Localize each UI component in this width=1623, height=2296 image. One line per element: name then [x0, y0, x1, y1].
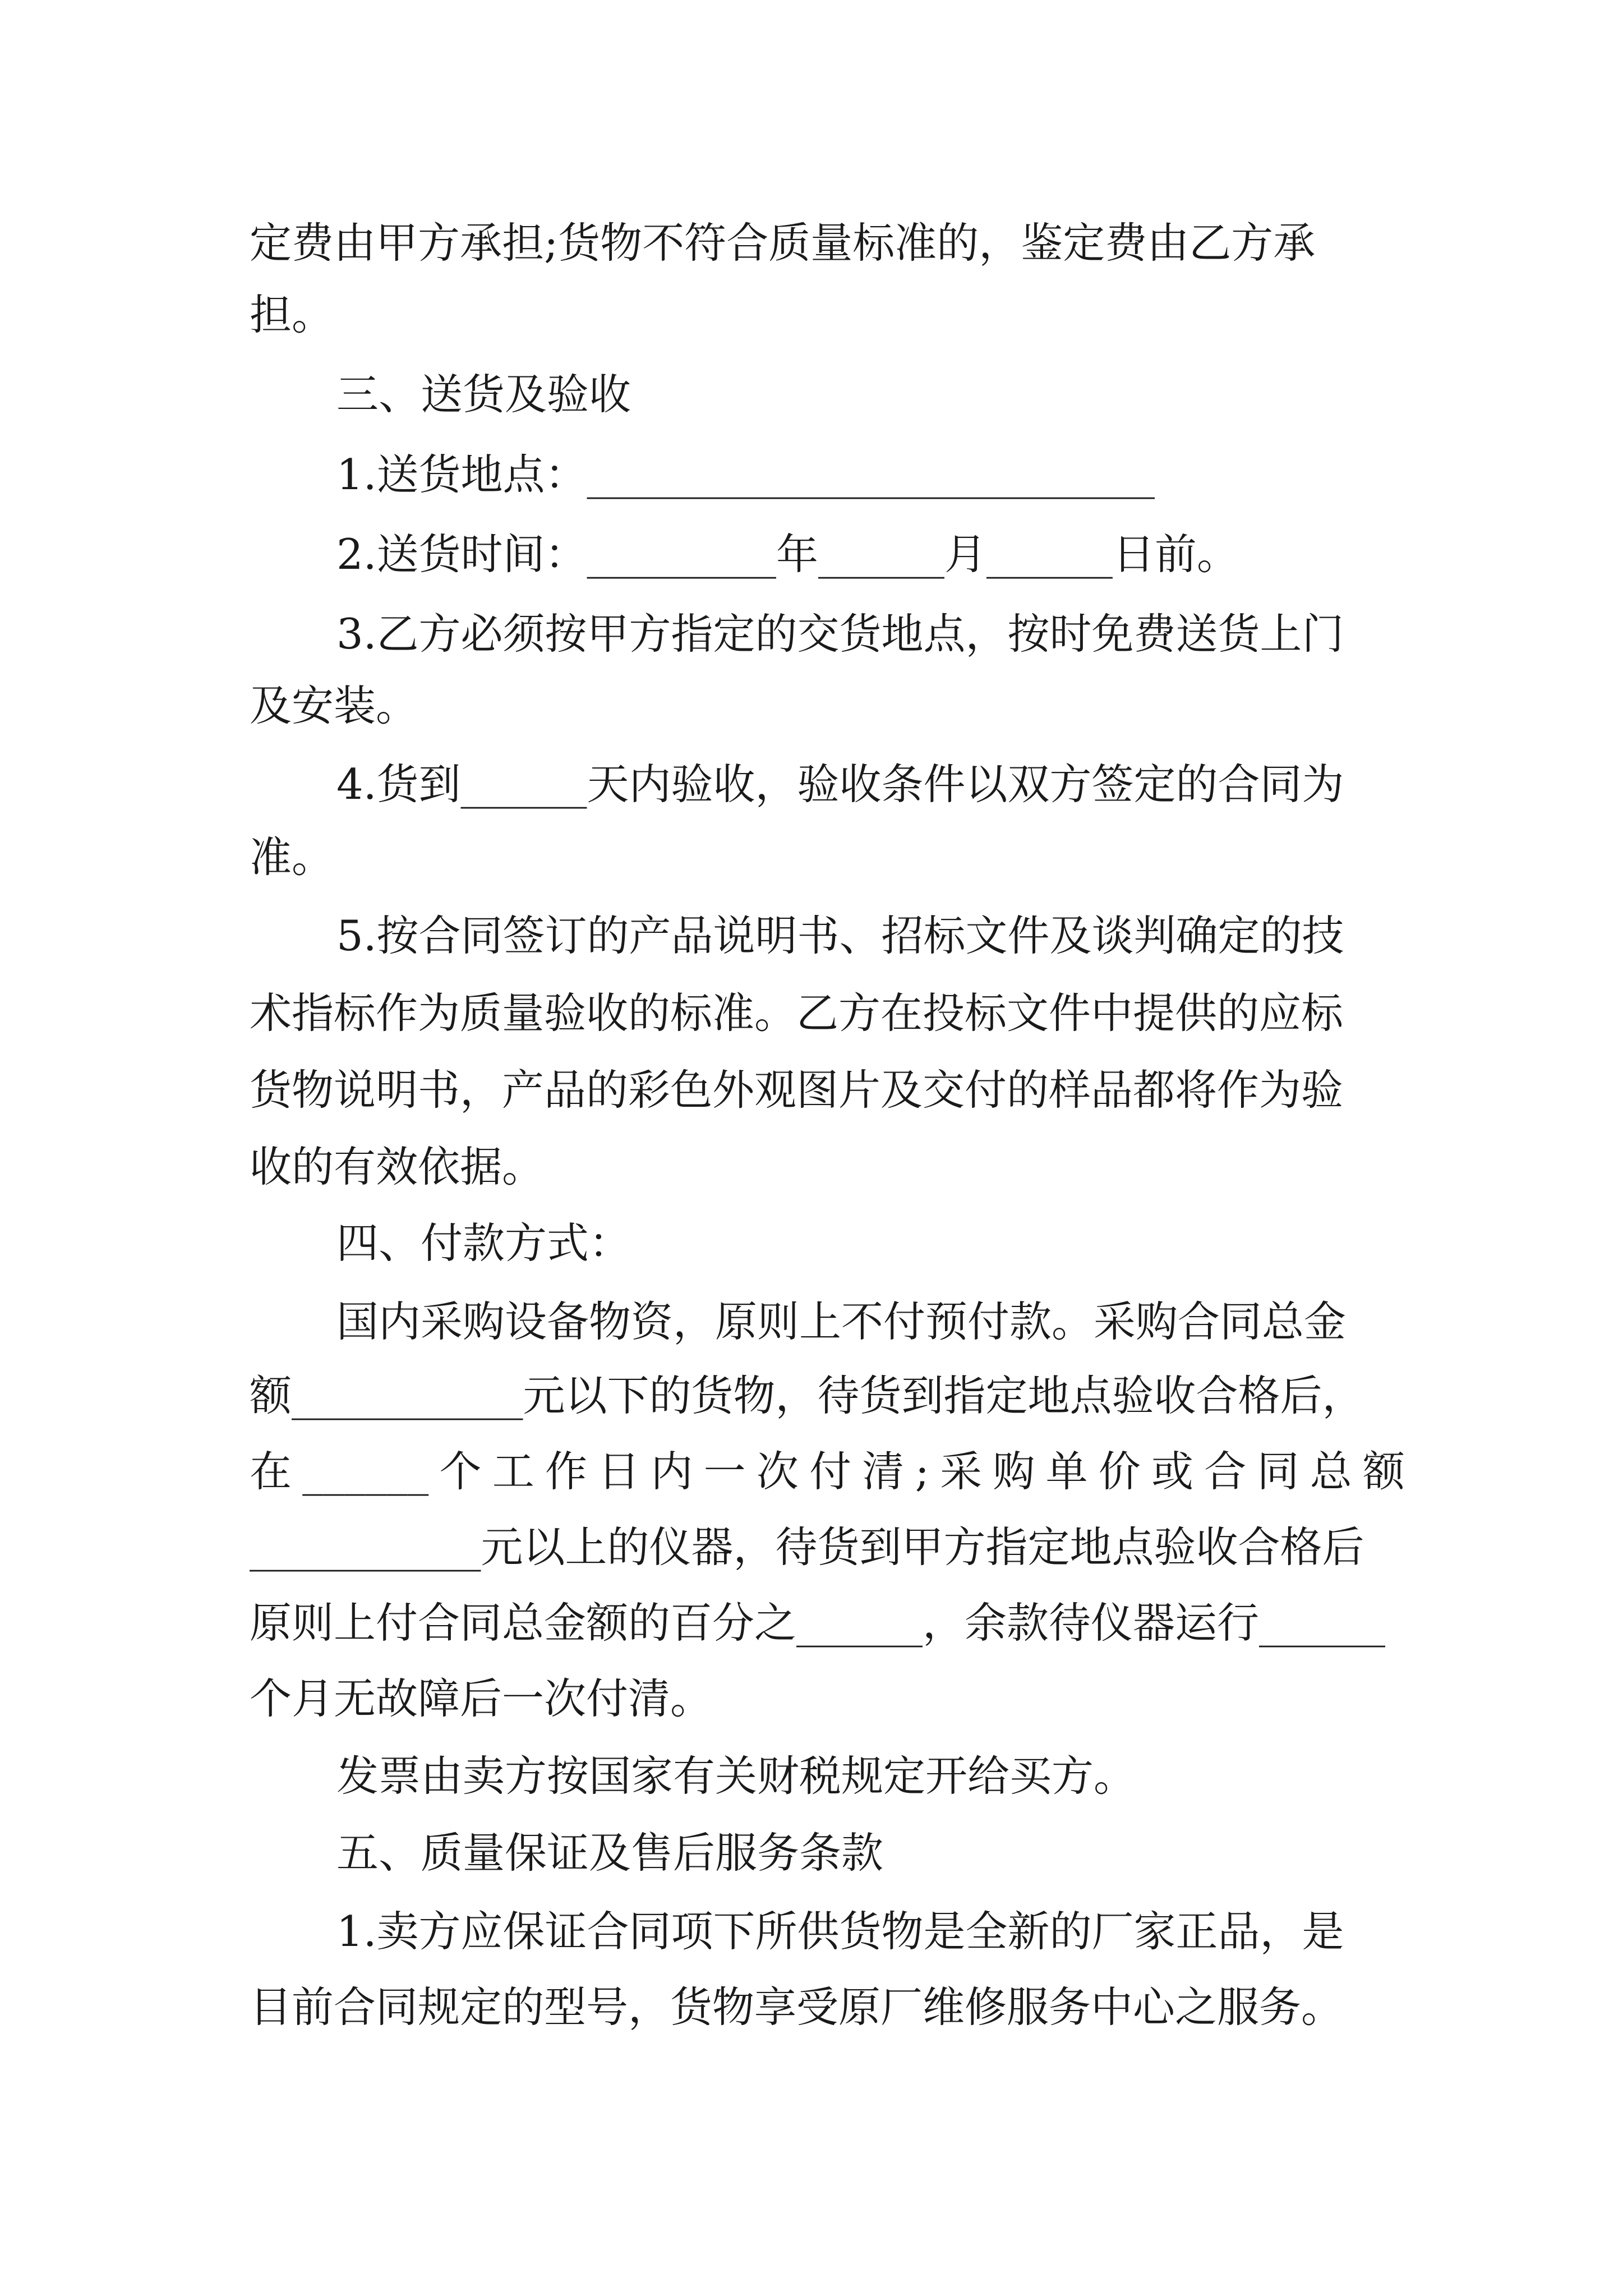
text-line: ___________元以上的仪器，待货到甲方指定地点验收合格后: [250, 1522, 1364, 1572]
section-heading: 四、付款方式：: [336, 1218, 631, 1268]
text-line: 1.送货地点：___________________________: [336, 450, 1155, 499]
text-line: 准。: [250, 832, 334, 882]
text-line: 5.按合同签订的产品说明书、招标文件及谈判确定的技: [336, 911, 1344, 960]
text-line: 个月无故障后一次付清。: [250, 1674, 713, 1723]
section-heading: 三、送货及验收: [336, 370, 631, 419]
text-line: 在______个工作日内一次付清;采购单价或合同总额: [250, 1447, 1405, 1496]
text-line: 目前合同规定的型号，货物享受原厂维修服务中心之服务。: [250, 1982, 1344, 2032]
text-line: 术指标作为质量验收的标准。乙方在投标文件中提供的应标: [250, 988, 1344, 1038]
text-line: 3.乙方必须按甲方指定的交货地点，按时免费送货上门: [336, 609, 1344, 659]
text-line: 2.送货时间：_________年______月______日前。: [336, 530, 1239, 579]
text-line: 4.货到______天内验收，验收条件以双方签定的合同为: [336, 760, 1344, 809]
text-line: 国内采购设备物资，原则上不付预付款。采购合同总金: [336, 1297, 1347, 1346]
text-line: 货物说明书，产品的彩色外观图片及交付的样品都将作为验: [250, 1065, 1344, 1115]
text-line: 及安装。: [250, 681, 418, 730]
text-line: 担。: [250, 290, 334, 339]
text-line: 原则上付合同总金额的百分之______，余款待仪器运行______: [250, 1598, 1386, 1648]
text-line: 额___________元以下的货物，待货到指定地点验收合格后，: [250, 1371, 1364, 1420]
text-line: 1.卖方应保证合同项下所供货物是全新的厂家正品，是: [336, 1907, 1344, 1956]
section-heading: 五、质量保证及售后服务条款: [336, 1828, 884, 1878]
text-line: 收的有效依据。: [250, 1142, 545, 1191]
text-line: 定费由甲方承担;货物不符合质量标准的，鉴定费由乙方承: [250, 218, 1316, 268]
text-line: 发票由卖方按国家有关财税规定开给买方。: [336, 1751, 1136, 1801]
